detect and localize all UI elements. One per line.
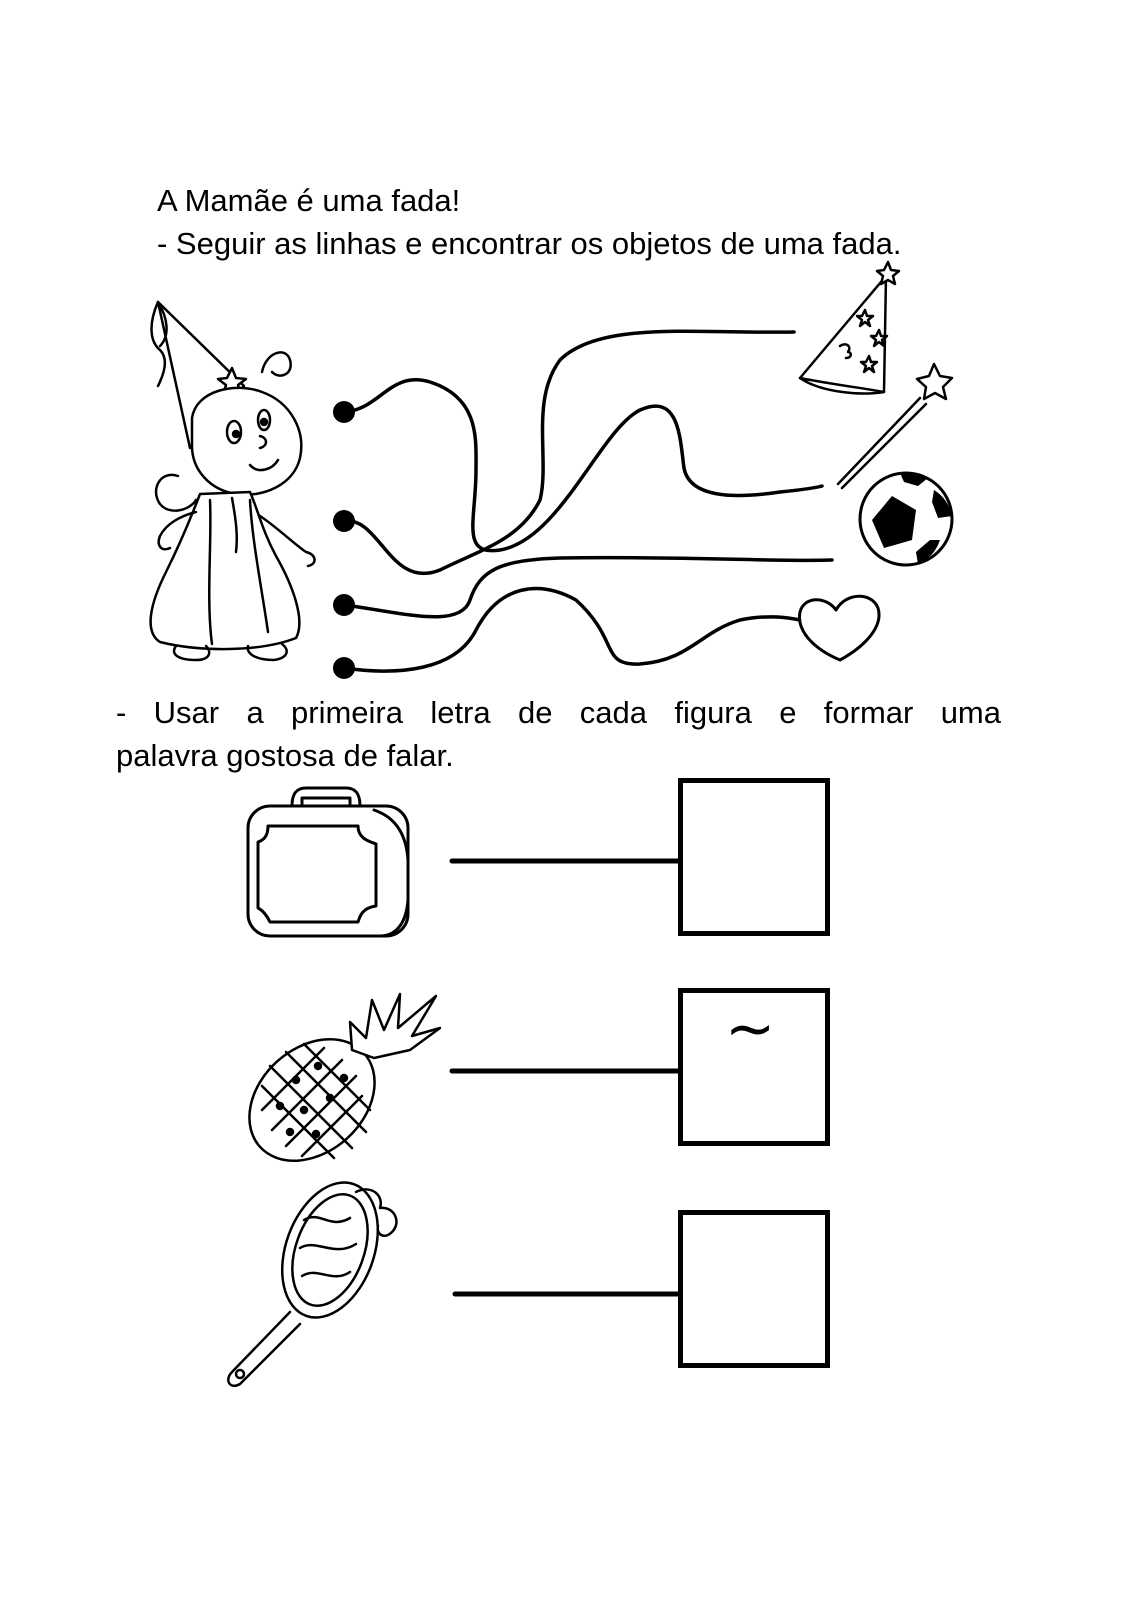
instruction-follow-lines: - Seguir as linhas e encontrar os objetos de uma fada.	[157, 226, 902, 261]
heart-icon	[799, 596, 879, 660]
answer-box-3[interactable]	[678, 1210, 830, 1368]
suitcase-icon	[248, 788, 408, 936]
tilde-mark: ~	[725, 994, 776, 1064]
word: figura	[674, 695, 752, 730]
word: uma	[940, 695, 1001, 730]
word: letra	[430, 695, 491, 730]
word: de	[517, 695, 553, 730]
word: Usar	[153, 695, 220, 730]
word: -	[116, 695, 127, 730]
hand-mirror-icon	[228, 1169, 396, 1386]
answer-box-1[interactable]	[678, 778, 830, 936]
worksheet-title: A Mamãe é uma fada!	[157, 183, 461, 218]
word: e	[779, 695, 797, 730]
word: a	[246, 695, 264, 730]
soccer-ball-icon	[860, 473, 952, 565]
fairy-hat-icon	[800, 262, 899, 393]
word: cada	[579, 695, 647, 730]
word: primeira	[291, 695, 403, 730]
instruction-first-letter-line2: palavra gostosa de falar.	[116, 738, 454, 773]
fairy-girl-illustration	[151, 302, 315, 660]
pineapple-icon	[225, 994, 440, 1185]
word: formar	[823, 695, 914, 730]
maze-lines	[344, 331, 832, 671]
answer-box-2[interactable]	[678, 988, 830, 1146]
